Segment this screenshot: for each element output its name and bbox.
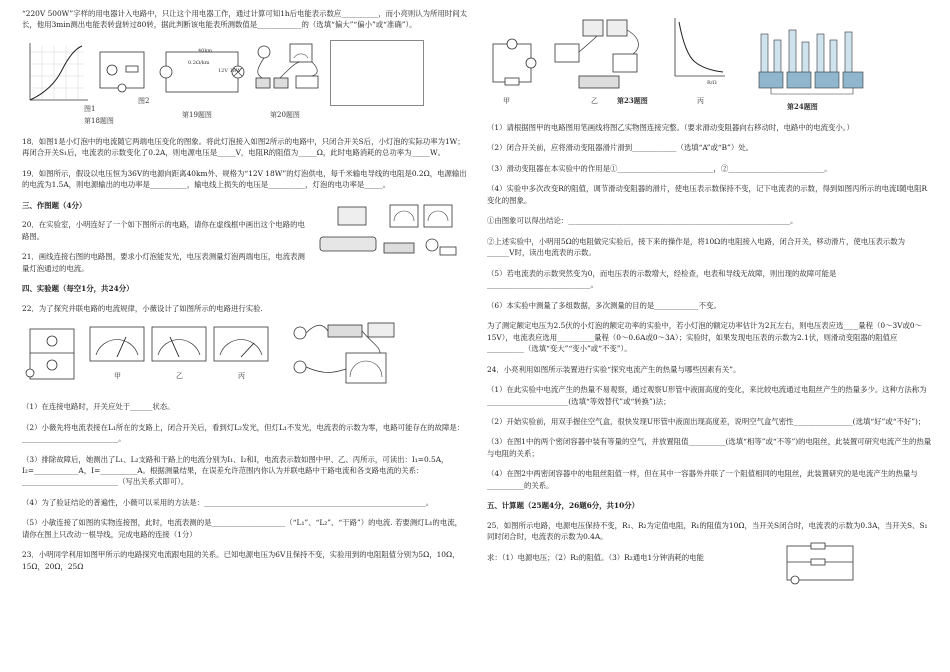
fig18-sub1-label: 图1 <box>84 104 96 113</box>
fig20-drawing-box <box>330 40 424 106</box>
question-23-7: 为了测定额定电压为2.5伏的小灯泡的额定功率的实验中，若小灯泡的额定功率估计为2瓦左右，则电压表应选____量程（0～3V或0～15V），电流表应选用__________量程（0～0.6A或0～3A）；实验时，如果发现电压表的示数为2.1伏，则滑动变阻器的阻值应__________（选填“变大”“变小”或“不变”）。 <box>487 321 922 354</box>
fig22-label-yi: 乙 <box>176 372 183 381</box>
fig23-caption: 第23题图 <box>617 96 648 105</box>
question-22-2: （2）小薇先将电流表接在L₁所在的支路上，闭合开关后，看到灯L₂发光，但灯L₁不发光，电流表的示数为零，电路可能存在的故障是：__________________________。 <box>22 422 465 444</box>
question-18: 18．如图1是小灯泡中的电流随它两端电压变化的图象。将此灯泡接入如图2所示的电路中，只闭合开关S后，小灯泡的实际功率为1W；再闭合开关S₁后，电流表的示数变化了0.2A，则电源电压是_____V，电阻R的阻值为_____Ω，此时电路消耗的总功率为_____W。 <box>22 136 465 158</box>
question-24: 24．小亮利用如图所示装置进行实验“探究电流产生的热量与哪些因素有关”。 <box>487 364 741 374</box>
question-25-ask: 求：（1）电源电压；（2）R₂的阻值。（3）R₂通电1分钟消耗的电能 <box>487 552 704 562</box>
fig19-distance: 40km <box>198 47 213 54</box>
question-23-2: （2）闭合开关前，应将滑动变阻器滑片滑到____________（选填“A”或“B”）处。 <box>487 143 753 153</box>
section-5-heading: 五、计算题（25题4分，26题6分，共10分） <box>487 501 640 511</box>
fig24-apparatus <box>755 20 865 96</box>
fig23-graph <box>669 14 729 84</box>
question-22-4: （4）为了验证结论的普遍性，小薇可以采用的方法是：____________________________________________________________。 <box>22 497 434 507</box>
question-24-4: （4）在图2中两密闭容器中的电阻丝阻值一样，但在其中一容器外并联了一个阻值相同的电阻丝，此装置研究的是电流产生的热量与__________的关系。 <box>487 469 918 490</box>
question-23-6: （6）本实验中测量了多组数据，多次测量的目的是____________不变。 <box>487 300 721 310</box>
fig18-sub2-label: 图2 <box>138 96 150 105</box>
fig18-circuit <box>96 48 148 94</box>
question-22-1: （1）在连接电路时，开关应处于______状态。 <box>22 402 175 412</box>
question-23-5: （5）若电流表的示数突然变为0，而电压表的示数增大，经检查，电表和导线无故障，则出现的故障可能是____________________________。 <box>487 268 837 290</box>
fig22-label-bing: 丙 <box>238 372 245 381</box>
fig23-axis-r: R/Ω <box>707 80 717 86</box>
question-24-1: （1）在此实验中电流产生的热量不易观察，通过观察U形管中液面高度的变化，来比较电流通过电阻丝产生的热量多少。这种方法称为______________________(选填“等效替代”或“转换”)法； <box>487 385 927 406</box>
fig22-label-jia: 甲 <box>114 372 121 381</box>
intro-paragraph: “220V 500W”字样的用电器计入电路中，只让这个用电器工作，通过计算可知1h后电能表示数应__________，而小亮则认为所用时间太长，他用3min测出电能表转盘转过80转，据此判断该电能表所测数值是____________的（选填“偏大”“偏小”或“准确”）。 <box>22 9 467 30</box>
question-25: 25．如图所示电路，电源电压保持不变，R₁、R₂为定值电阻，R₁的阻值为10Ω，当开关S闭合时，电流表的示数为0.3A，当开关S、S₁同时闭合时，电流表的示数为0.4A。 <box>487 520 928 542</box>
question-23: 23．小明同学利用如图甲所示的电路探究电流跟电阻的关系。已知电源电压为6V且保持不变，实验用到的电阻阻值分别为5Ω，10Ω，15Ω，20Ω，25Ω <box>22 550 460 571</box>
fig19-resistance: 0.2Ω/km <box>188 59 210 66</box>
right-column <box>487 8 932 592</box>
figures-18-20 <box>22 40 467 128</box>
question-23-4: （4）实验中多次改变R的阻值，调节滑动变阻器的滑片，使电压表示数保持不变，记下电流表的示数，得到如图丙所示的电流I随电阻R变化的图象。 <box>487 184 928 205</box>
fig19-lamp-spec: 12V 18W <box>218 67 242 74</box>
fig20-caption: 第20题图 <box>270 110 300 119</box>
fig25-circuit <box>781 540 861 586</box>
left-column <box>22 8 467 581</box>
fig20-apparatus <box>250 40 326 106</box>
fig23-label-yi: 乙 <box>591 97 598 105</box>
fig22-meter-3 <box>212 325 270 369</box>
fig22-row <box>22 323 467 393</box>
fig20-21-apparatus <box>314 203 464 269</box>
question-24-3: （3）在图1中的两个密闭容器中装有等量的空气，并放置阻值__________(选填“相等”或“不等”)的电阻丝，此装置可研究电流产生的热量与电阻的关系； <box>487 437 932 458</box>
question-23-1: （1）请根据图甲的电路图用笔画线将图乙实物图连接完整。（要求滑动变阻器向右移动时，电路中的电流变小。） <box>487 123 854 132</box>
section-4-heading: 四、实验题（每空1分，共24分） <box>22 284 134 294</box>
question-22-3: （3）排除故障后，她测出了L₁、L₂支路和干路上的电流分别为I₁、I₂和I，电流表示数如图中甲、乙、丙所示，可读出：I₁=0.5A，I₂=____________A，I=__________A。根据测量结果，在误差允许范围内你认为并联电路中干路电流和各支路电流的关系：__________________________（写出关系式即可）。 <box>22 454 449 487</box>
fig18-caption: 第18题图 <box>84 116 114 125</box>
fig23-apparatus <box>545 18 655 96</box>
question-23-3: （3）滑动变阻器在本实验中的作用是①__________________________，②__________________________。 <box>487 163 832 173</box>
section-3-heading: 三、作图题（4分） <box>22 200 87 210</box>
fig22-circuit <box>22 323 82 385</box>
question-23-4b: ②上述实验中，小明用5Ω的电阻做完实验后，接下来的操作是，将10Ω的电阻接入电路，闭合开关，移动滑片，使电压表示数为______V时，读出电流表的示数。 <box>487 236 906 258</box>
fig22-apparatus <box>284 319 412 389</box>
fig24-caption: 第24题图 <box>787 102 818 111</box>
question-23-4a: ①由图象可以得出结论：____________________________________________________________。 <box>487 216 798 226</box>
question-19: 19．如图所示，假设以电压恒为36V的电源向距离40km外、规格为“12V 18W”的灯泡供电，每千米输电导线的电阻是0.2Ω，电源输出的电流为1.5A，则电源输出的电功率是__________，输电线上损失的电压是__________，灯泡的电功率是_____。 <box>22 168 467 190</box>
question-21: 21．画线连接右图的电路图，要求小灯泡能发光，电压表测量灯泡两端电压，电流表测量灯泡通过的电流。 <box>22 252 305 273</box>
fig19-caption: 第19题图 <box>182 110 212 119</box>
fig18-graph <box>22 40 92 106</box>
question-24-2: （2）开始实验前，用双手握住空气盒，很快发现U形管中液面出现高度差，说明空气盒气密性________________(选填“好”或“不好”)； <box>487 416 926 426</box>
fig22-meter-1 <box>88 325 146 369</box>
fig23-label-jia: 甲 <box>503 97 510 105</box>
drawing-questions <box>22 219 467 274</box>
figures-23-24 <box>487 10 932 114</box>
fig22-meter-2 <box>150 325 208 369</box>
question-20: 20．在实验室，小明连好了一个如下图所示的电路，请你在虚线框中画出这个电路的电路图。 <box>22 220 305 241</box>
fig23-circuit <box>487 38 537 90</box>
fig23-label-bing: 丙 <box>697 97 704 105</box>
question-22-5: （5）小敏连接了如图的实物连接图，此时，电流表测的是____________________（“L₁”、“L₂”、“干路”）的电流. 若要测灯L₁的电流，请你在图上只改动一根导线，完成电路的连接（1分） <box>22 518 462 539</box>
question-25-row <box>487 552 932 592</box>
question-22: 22．为了探究并联电路的电流规律，小薇设计了如图所示的电路进行实验. <box>22 303 263 313</box>
